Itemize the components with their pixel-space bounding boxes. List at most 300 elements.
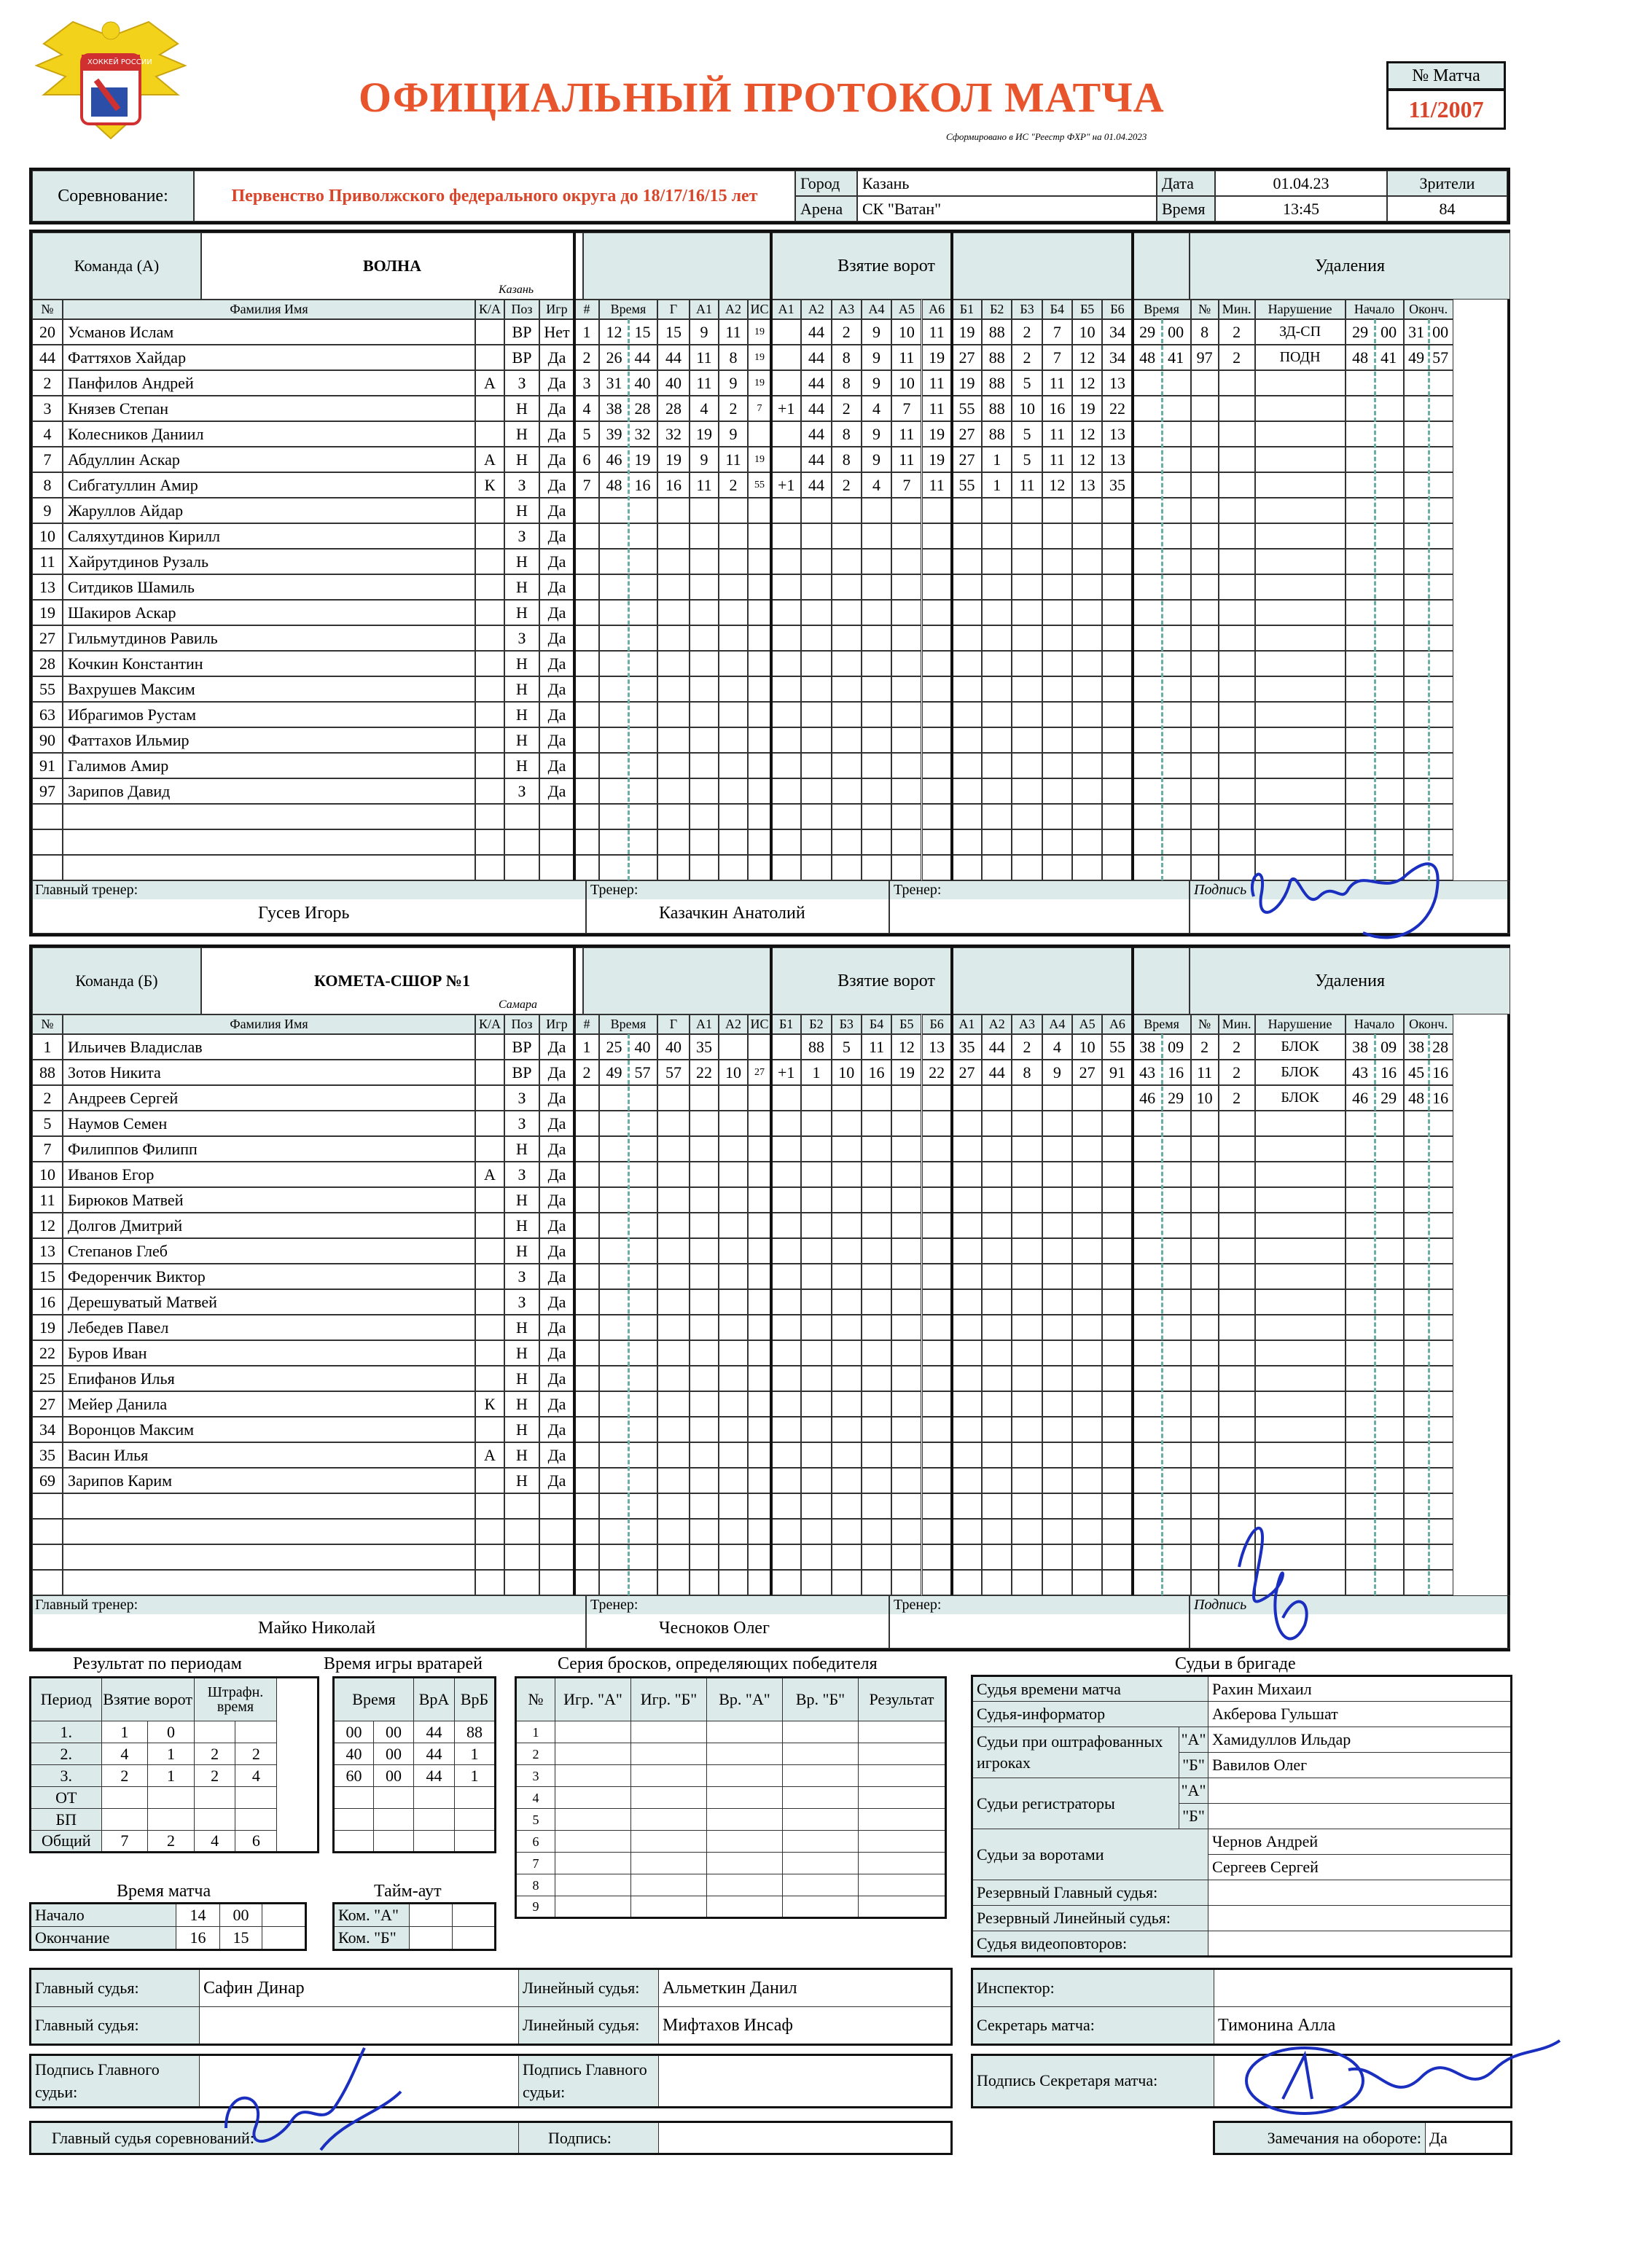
roster-cell: [952, 753, 982, 778]
roster-cell: [1255, 1111, 1346, 1136]
roster-cell: [862, 1468, 891, 1493]
roster-cell: [574, 1493, 599, 1519]
roster-cell: 7: [574, 472, 599, 498]
roster-cell: [475, 1213, 504, 1238]
roster-cell: [1102, 1187, 1132, 1213]
column-divider: [950, 232, 953, 880]
roster-cell: [891, 549, 921, 574]
roster-cell: Н: [504, 1366, 539, 1391]
roster-cell: [982, 1417, 1012, 1442]
roster-cell: 11: [1042, 421, 1072, 447]
roster-cell: [1191, 651, 1219, 676]
roster-cell: 12: [32, 1213, 63, 1238]
roster-cell: [574, 1468, 599, 1493]
roster-cell: [475, 676, 504, 702]
roster-cell: [1072, 702, 1102, 727]
roster-cell: [574, 1417, 599, 1442]
roster-cell: [1042, 1417, 1072, 1442]
roster-cell: [475, 702, 504, 727]
roster-cell: [832, 498, 862, 523]
roster-cell: [719, 1136, 748, 1162]
roster-cell: [748, 829, 771, 855]
roster-cell: 7: [32, 1136, 63, 1162]
roster-cell: 28: [657, 396, 690, 421]
roster-cell: [690, 1366, 719, 1391]
coach-label: Тренер:: [590, 882, 638, 898]
roster-cell: [1191, 600, 1219, 625]
roster-cell: [891, 1570, 921, 1595]
roster-cell: [1072, 1442, 1102, 1468]
roster-cell: [922, 549, 952, 574]
col-header: Б5: [1072, 300, 1102, 319]
col-header: Игр: [539, 300, 574, 319]
roster-cell: [982, 1213, 1012, 1238]
roster-cell: [832, 600, 862, 625]
roster-cell: [1102, 1340, 1132, 1366]
roster-cell: [801, 1519, 831, 1544]
roster-cell: [1191, 370, 1219, 396]
roster-cell: [690, 523, 719, 549]
col-header: А5: [1072, 1014, 1102, 1034]
roster-cell: [748, 778, 771, 804]
shootout-cell: [859, 1831, 946, 1853]
roster-cell: [771, 1111, 801, 1136]
roster-cell: [891, 1340, 921, 1366]
roster-cell: 10: [1191, 1085, 1219, 1111]
gk-time-cell: 60: [334, 1765, 374, 1787]
roster-cell: [832, 1417, 862, 1442]
roster-cell: 8: [832, 345, 862, 370]
main-referee-1: Сафин Динар: [200, 1969, 519, 2007]
roster-cell: [1102, 1544, 1132, 1570]
roster-cell: 9: [862, 447, 891, 472]
roster-cell: [891, 1315, 921, 1340]
roster-cell: [719, 1544, 748, 1570]
main-referee-1-label: Главный судья:: [31, 1969, 200, 2007]
roster-cell: [952, 804, 982, 829]
period-cell: 4: [101, 1743, 148, 1765]
roster-cell: Галимов Амир: [63, 753, 475, 778]
roster-cell: [862, 1391, 891, 1417]
roster-cell: [475, 1366, 504, 1391]
roster-cell: [1042, 829, 1072, 855]
col-header: Время: [1133, 1014, 1191, 1034]
roster-cell: [982, 1442, 1012, 1468]
col-header: Поз: [504, 300, 539, 319]
roster-cell: [1012, 1315, 1042, 1340]
roster-cell: [1012, 1162, 1042, 1187]
roster-cell: [801, 1162, 831, 1187]
roster-cell: Да: [539, 1417, 574, 1442]
gk-time-cell: [414, 1809, 455, 1831]
roster-cell: [1012, 1519, 1042, 1544]
roster-cell: Н: [504, 396, 539, 421]
roster-cell: [748, 1085, 771, 1111]
roster-cell: [1072, 1570, 1102, 1595]
roster-cell: Филиппов Филипп: [63, 1136, 475, 1162]
roster-cell: [1012, 855, 1042, 880]
roster-cell: 1: [574, 319, 599, 345]
roster-cell: [690, 1340, 719, 1366]
roster-cell: [475, 1340, 504, 1366]
roster-cell: [1072, 1519, 1102, 1544]
roster-cell: [922, 676, 952, 702]
roster-cell: 9: [719, 370, 748, 396]
roster-cell: 4: [32, 421, 63, 447]
roster-cell: [832, 1315, 862, 1340]
col-header: Время: [599, 1014, 657, 1034]
roster-cell: 12: [1042, 472, 1072, 498]
roster-cell: Да: [539, 1468, 574, 1493]
roster-cell: [771, 702, 801, 727]
period-cell: [148, 1787, 195, 1809]
goal-judges-label: Судьи за воротами: [972, 1829, 1208, 1880]
competition-value: Первенство Приволжского федерального округа до 18/17/16/15 лет: [194, 171, 795, 222]
roster-cell: [719, 1162, 748, 1187]
roster-cell: [832, 651, 862, 676]
period-cell: Общий: [31, 1831, 102, 1853]
roster-cell: [862, 855, 891, 880]
pen-end: 48: [1408, 1088, 1425, 1107]
roster-cell: [982, 829, 1012, 855]
roster-cell: 2: [1012, 345, 1042, 370]
roster-cell: [1219, 702, 1255, 727]
head-coach-label: Главный тренер:: [35, 1597, 138, 1613]
roster-cell: [1042, 753, 1072, 778]
roster-cell: 35: [32, 1442, 63, 1468]
signature-secretary: [1232, 2026, 1582, 2128]
roster-cell: [832, 523, 862, 549]
roster-cell: [1102, 1238, 1132, 1264]
roster-cell: [1255, 549, 1346, 574]
roster-cell: [1191, 778, 1219, 804]
roster-cell: [690, 1238, 719, 1264]
gk-time-title: Время игры вратарей: [324, 1654, 483, 1673]
roster-cell: [1191, 523, 1219, 549]
periods-table: [29, 1676, 319, 1853]
reserve-line-label: Резервный Линейный судья:: [972, 1906, 1208, 1931]
roster-cell: [1042, 727, 1072, 753]
roster-cell: [475, 345, 504, 370]
col-header: Б3: [1012, 300, 1042, 319]
gk-time-cell: 40: [334, 1743, 374, 1765]
roster-cell: +1: [771, 1060, 801, 1085]
roster-cell: 4: [862, 396, 891, 421]
roster-cell: [748, 1136, 771, 1162]
roster-cell: 90: [32, 727, 63, 753]
roster-cell: 13: [32, 1238, 63, 1264]
roster-cell: [657, 727, 690, 753]
shootout-cell: [631, 1896, 707, 1918]
period-cell: 7: [101, 1831, 148, 1853]
roster-cell: Н: [504, 702, 539, 727]
roster-cell: [1255, 574, 1346, 600]
roster-cell: 44: [982, 1034, 1012, 1060]
roster-cell: 44: [801, 472, 831, 498]
roster-cell: [748, 1570, 771, 1595]
shootout-header: Игр. "Б": [631, 1678, 707, 1721]
referees-table: [29, 1968, 953, 2046]
roster-cell: [475, 651, 504, 676]
roster-cell: 44: [801, 447, 831, 472]
roster-cell: Андреев Сергей: [63, 1085, 475, 1111]
period-cell: 2: [194, 1765, 235, 1787]
goal-min: 38: [606, 399, 622, 418]
roster-cell: ВР: [504, 1060, 539, 1085]
roster-cell: [657, 600, 690, 625]
roster-cell: [771, 804, 801, 829]
roster-cell: [1191, 1238, 1219, 1264]
roster-cell: [475, 1034, 504, 1060]
roster-cell: [1072, 1289, 1102, 1315]
roster-cell: [832, 1187, 862, 1213]
roster-cell: [922, 600, 952, 625]
roster-cell: [504, 855, 539, 880]
roster-cell: [832, 1493, 862, 1519]
roster-cell: [922, 727, 952, 753]
roster-cell: [952, 676, 982, 702]
roster-cell: [862, 523, 891, 549]
roster-cell: 19: [690, 421, 719, 447]
roster-cell: [862, 574, 891, 600]
roster-cell: 19: [657, 447, 690, 472]
col-header: Б4: [862, 1014, 891, 1034]
roster-cell: 19: [922, 421, 952, 447]
roster-cell: 88: [982, 345, 1012, 370]
col-header: А4: [862, 300, 891, 319]
team-city: Казань: [499, 284, 534, 296]
col-header: А2: [801, 300, 831, 319]
timeout-a-label: Ком. "А": [334, 1904, 410, 1927]
sign-main-referee-2: [659, 2055, 952, 2108]
roster-cell: [922, 778, 952, 804]
roster-cell: [1072, 549, 1102, 574]
roster-cell: [891, 1417, 921, 1442]
roster-cell: [771, 1340, 801, 1366]
roster-cell: 2: [719, 472, 748, 498]
roster-cell: 91: [1102, 1060, 1132, 1085]
roster-cell: [891, 727, 921, 753]
roster-cell: 27: [952, 447, 982, 472]
roster-cell: [1012, 1289, 1042, 1315]
roster-cell: [475, 1417, 504, 1442]
goal-sec: 40: [634, 1037, 651, 1056]
roster-cell: [32, 1493, 63, 1519]
roster-cell: [862, 1162, 891, 1187]
roster-cell: Да: [539, 702, 574, 727]
roster-cell: [1012, 829, 1042, 855]
roster-cell: [1255, 396, 1346, 421]
roster-cell: [574, 1391, 599, 1417]
roster-cell: [690, 702, 719, 727]
roster-cell: [1191, 676, 1219, 702]
roster-cell: [771, 523, 801, 549]
roster-cell: [982, 1315, 1012, 1340]
roster-cell: [982, 1264, 1012, 1289]
roster-cell: [690, 1264, 719, 1289]
roster-cell: [1042, 1570, 1072, 1595]
roster-cell: [504, 1493, 539, 1519]
roster-cell: [1255, 1238, 1346, 1264]
match-start-min: 00: [220, 1904, 262, 1927]
roster-cell: [832, 1468, 862, 1493]
roster-cell: [922, 855, 952, 880]
shootout-header: №: [516, 1678, 555, 1721]
roster-cell: 44: [657, 345, 690, 370]
roster-cell: [690, 778, 719, 804]
roster-cell: 19: [952, 370, 982, 396]
roster-cell: [952, 1213, 982, 1238]
roster-cell: [771, 549, 801, 574]
roster-cell: Абдуллин Аскар: [63, 447, 475, 472]
roster-cell: [952, 1085, 982, 1111]
roster-cell: 27: [32, 625, 63, 651]
roster-cell: [891, 804, 921, 829]
roster-cell: 55: [1102, 1034, 1132, 1060]
roster-cell: [1219, 829, 1255, 855]
roster-cell: [1072, 1340, 1102, 1366]
roster-cell: [690, 651, 719, 676]
roster-cell: [1191, 1544, 1219, 1570]
roster-cell: Ильичев Владислав: [63, 1034, 475, 1060]
roster-cell: [574, 1162, 599, 1187]
roster-cell: [1191, 421, 1219, 447]
roster-cell: [922, 625, 952, 651]
roster-cell: [1191, 1366, 1219, 1391]
gk-time-cell: [455, 1831, 496, 1853]
roster-cell: [32, 829, 63, 855]
roster-cell: [771, 1417, 801, 1442]
roster-cell: [771, 1238, 801, 1264]
time-divider: [1374, 1034, 1376, 1595]
period-cell: 2: [235, 1743, 277, 1765]
roster-cell: [1042, 1544, 1072, 1570]
roster-cell: [801, 753, 831, 778]
roster-cell: [1255, 676, 1346, 702]
gk-time-cell: [374, 1809, 414, 1831]
roster-cell: 27: [32, 1391, 63, 1417]
goal-sec: 15: [634, 322, 651, 341]
roster-cell: 2: [832, 396, 862, 421]
roster-cell: 97: [32, 778, 63, 804]
roster-cell: 9: [1042, 1060, 1072, 1085]
roster-cell: [1191, 1519, 1219, 1544]
roster-cell: [922, 1111, 952, 1136]
roster-cell: Н: [504, 447, 539, 472]
secretary-label: Секретарь матча:: [972, 2007, 1214, 2045]
roster-cell: [801, 804, 831, 829]
roster-cell: [891, 1366, 921, 1391]
shootout-cell: [631, 1831, 707, 1853]
roster-cell: [952, 1442, 982, 1468]
roster-cell: 9: [862, 421, 891, 447]
roster-cell: [748, 1442, 771, 1468]
col-header: Г: [657, 1014, 690, 1034]
roster-cell: [771, 1213, 801, 1238]
roster-cell: [1102, 829, 1132, 855]
penalties-header: Удаления: [1190, 232, 1510, 300]
roster-cell: 44: [982, 1060, 1012, 1085]
roster-cell: [982, 651, 1012, 676]
roster-cell: [719, 1391, 748, 1417]
roster-cell: [1219, 574, 1255, 600]
roster-cell: Да: [539, 1442, 574, 1468]
roster-cell: [982, 855, 1012, 880]
roster-cell: 2: [1191, 1034, 1219, 1060]
roster-cell: [657, 702, 690, 727]
roster-cell: [922, 1468, 952, 1493]
roster-cell: 16: [1042, 396, 1072, 421]
roster-cell: [952, 1289, 982, 1315]
roster-cell: [574, 651, 599, 676]
roster-cell: [1255, 1187, 1346, 1213]
roster-cell: 35: [1102, 472, 1132, 498]
roster-cell: [574, 1085, 599, 1111]
shootout-cell: [631, 1874, 707, 1896]
roster-cell: [832, 1544, 862, 1570]
roster-cell: Васин Илья: [63, 1442, 475, 1468]
roster-cell: [657, 1315, 690, 1340]
roster-cell: [748, 1034, 771, 1060]
page-title: ОФИЦИАЛЬНЫЙ ПРОТОКОЛ МАТЧА: [359, 74, 1165, 121]
roster-cell: Н: [504, 727, 539, 753]
roster-cell: [922, 1213, 952, 1238]
roster-cell: [891, 651, 921, 676]
roster-cell: [982, 778, 1012, 804]
time-label: Время: [1157, 196, 1215, 222]
col-header: Б3: [832, 1014, 862, 1034]
roster-cell: [1255, 1468, 1346, 1493]
roster-cell: [1072, 1315, 1102, 1340]
city-label: Город: [795, 171, 857, 196]
roster-cell: [832, 1213, 862, 1238]
timeout-title: Тайм-аут: [374, 1882, 442, 1901]
roster-cell: [1042, 600, 1072, 625]
roster-cell: [982, 600, 1012, 625]
roster-cell: [748, 1519, 771, 1544]
roster-cell: +1: [771, 472, 801, 498]
roster-cell: [504, 1570, 539, 1595]
roster-cell: [862, 1315, 891, 1340]
roster-cell: [771, 447, 801, 472]
roster-cell: [1102, 676, 1132, 702]
roster-cell: [748, 1187, 771, 1213]
roster-cell: [1072, 1111, 1102, 1136]
period-cell: 4: [235, 1765, 277, 1787]
roster-cell: Да: [539, 625, 574, 651]
shootout-table: [515, 1676, 947, 1919]
roster-cell: 25: [32, 1366, 63, 1391]
roster-cell: 7: [891, 396, 921, 421]
goal-judge-1: Чернов Андрей: [1208, 1829, 1512, 1855]
roster-cell: [539, 1493, 574, 1519]
roster-cell: [1012, 1366, 1042, 1391]
roster-cell: [1072, 1493, 1102, 1519]
roster-cell: 11: [1012, 472, 1042, 498]
roster-cell: [1072, 753, 1102, 778]
roster-cell: [690, 1111, 719, 1136]
roster-cell: [891, 523, 921, 549]
roster-cell: Да: [539, 1238, 574, 1264]
col-header: Б6: [922, 1014, 952, 1034]
shootout-cell: [859, 1896, 946, 1918]
col-header: А6: [1102, 1014, 1132, 1034]
roster-cell: [719, 523, 748, 549]
roster-cell: [748, 421, 771, 447]
roster-cell: 5: [1012, 370, 1042, 396]
roster-cell: [1102, 778, 1132, 804]
goal-sec: 57: [634, 1063, 651, 1082]
